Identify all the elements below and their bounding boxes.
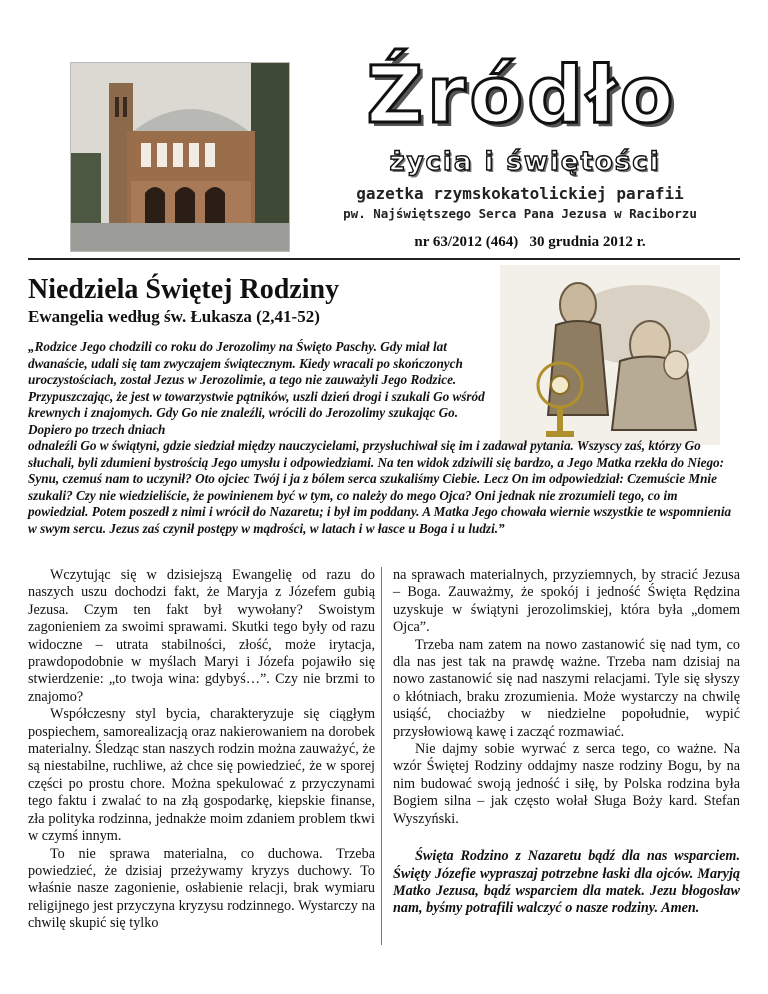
- article-title: Niedziela Świętej Rodziny: [28, 274, 340, 305]
- column-right: [393, 567, 740, 918]
- issue-info: nr 63/2012 (464) 30 grudnia 2012 r.: [414, 234, 646, 250]
- church-photo: [70, 62, 290, 252]
- paragraph-continued: na sprawach materialnych, przyziemnych, by stracić Jezusa – Boga. Zauważmy, że spokój i jedność Święta Rędzina uzyskuje w świątyni jerozolimskiej, która była „domem Ojca”.: [393, 567, 740, 636]
- column-left: [28, 567, 375, 933]
- column-divider: [381, 567, 382, 945]
- gospel-text-top: „Rodzice Jego chodzili co roku do Jerozolimy na Święto Paschy. Gdy miał lat dwanaście, udali się tam zwyczajem świątecznym. Kiedy wracali po skończonych uroczystościach, został Jezus w Jerozolimie, a tego nie zauważyli Jego Rodzice. Przypuszczając, że jest w towarzystwie pątników, uszli dzień drogi i szukali Go wśród krewnych i znajomych. Gdy Go nie znaleźli, wrócili do Jerozolimy szukając Go. Dopiero po trzech dniach: [28, 339, 485, 437]
- paragraph: Trzeba nam zatem na nowo zastanowić się nad tym, co dla nas jest tak na prawdę ważne. Trzeba nam dzisiaj na nowo zastanowić się nad naszymi relacjami. Tyle się słyszy o kłótniach, braku zrozumienia. Może wystarczy na chwilę usiąść, chociażby w niedzielne popołudnie, wypić przysłowiową kawę i zacząć rozmawiać.: [393, 636, 740, 740]
- gospel-text-bottom: odnaleźli Go w świątyni, gdzie siedział między nauczycielami, przysłuchiwał się im i zadawał pytania. Wszyscy zaś, którzy Go słuchali, byli zdumieni bystrością Jego umysłu i odpowiedziami. Na ten widok zdziwili się bardzo, a Jego Matka rzekła do Niego: Synu, czemuś nam to uczynił? Oto ojciec Twój i ja z bólem serca szukaliśmy Ciebie. Lecz On im odpowiedział: Czemuście Mnie szukali? Czy nie wiedzieliście, że powinienem być w tym, co należy do mego Ojca? Oni jednak nie zrozumieli tego, co im powiedział. Potem poszedł z nimi i wrócił do Nazaretu; i był im poddany. A Matka Jego chowała wiernie wszystkie te wspomnienia w swym sercu. Jezus zaś czynił postępy w mądrości, w latach i w łasce u Boga i u ludzi.”: [28, 438, 732, 536]
- church-illustration: [71, 63, 289, 251]
- header-rule: [28, 258, 740, 260]
- paragraph: Wczytując się w dzisiejszą Ewangelię od razu do naszych uszu dochodzi fakt, że Maryja z Józefem gubią Jezusa. Czym ten fakt był wywołany? Swoistym zagonieniem za swoimi sprawami. Skutki tego były od razu widoczne – utrata stabilności, złość, może irytacja, prawdopodobnie w myślach Maryi i Józefa pojawiło się stwierdzenie: „to twoja wina: gdybyś…”. Czy nie brzmi to znajomo?: [28, 567, 375, 705]
- paragraph: Nie dajmy sobie wyrwać z serca tego, co ważne. Na wzór Świętej Rodziny oddajmy nasze rodziny Bogu, by na nim budować swoją jedność i siłę, by Polska rodzina była Bogiem silna – jak często wołał Sługa Boży kard. Stefan Wyszyński.: [393, 741, 740, 827]
- holy-family-drawing: [500, 265, 720, 445]
- publication-tagline: gazetka rzymskokatolickiej parafii: [356, 184, 684, 203]
- article-subtitle: Ewangelia według św. Łukasza (2,41-52): [28, 307, 320, 326]
- closing-prayer: Święta Rodzino z Nazaretu bądź dla nas wsparciem. Święty Józefie wypraszaj potrzebne łaski dla ojców. Maryją Matko Jezusa, bądź wsparciem dla matek. Jezu błogosław nam, byśmy potrafili walczyć o nasze rodziny. Amen.: [393, 848, 740, 917]
- parish-name: pw. Najświętszego Serca Pana Jezusa w Raciborzu: [343, 206, 697, 221]
- paragraph: To nie sprawa materialna, co duchowa. Trzeba powiedzieć, że dzisiaj przeżywamy kryzys duchowy. To właśnie nasze zagonienie, osłabienie relacji, brak wymiaru religijnego jest przyczyna kryzysu rodzinnego. Wystarczy na chwilę skupić się tylko: [28, 845, 375, 932]
- paragraph: Współczesny styl bycia, charakteryzuje się ciągłym pospiechem, samorealizacją oraz nakierowaniem na dorobek materialny. Śledząc stan naszych rodzin można zauważyć, że są niestabilne, ruchliwe, aż chce się powiedzieć, że w sporej części po prostu chore. Można spekulować z przyczynami tego faktu i zwalać to na złą gospodarkę, kiepskie finanse, zła polityka rodzinna, jednakże moim zdaniem problem tkwi w czymś innym.: [28, 706, 375, 845]
- holy-family-illustration: [500, 265, 720, 445]
- masthead-title: Źródło: [366, 51, 678, 141]
- masthead-subtitle: życia i świętości: [389, 147, 661, 177]
